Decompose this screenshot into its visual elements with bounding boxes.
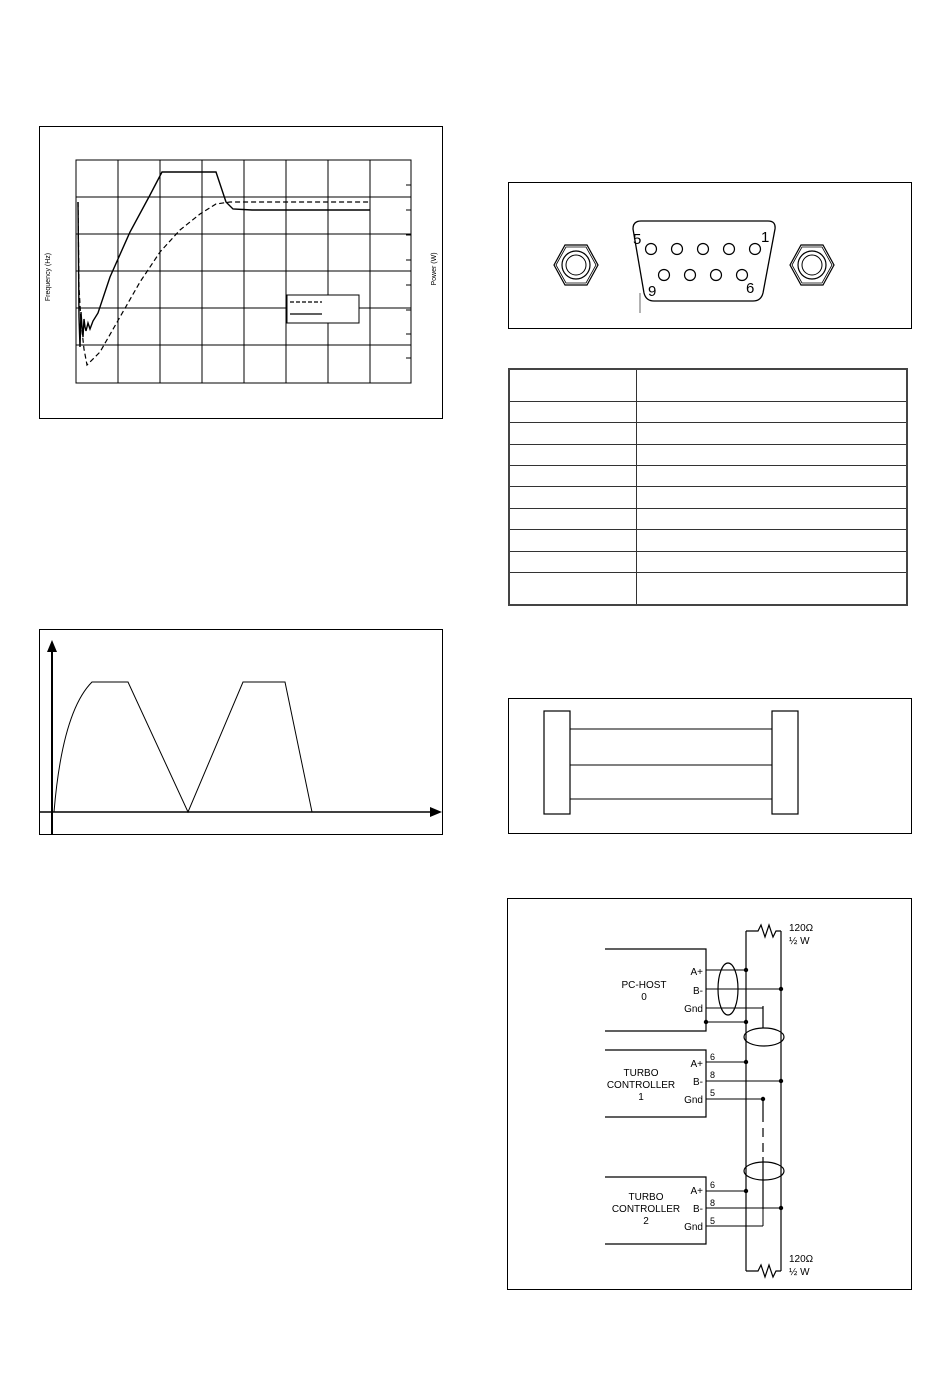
tc2-a-label: A+ <box>690 1186 703 1197</box>
pc-host-gnd-label: Gnd <box>684 1004 703 1015</box>
cable-connector-left <box>544 711 570 814</box>
cable-connector-right <box>772 711 798 814</box>
tc2-pin-gnd: 5 <box>710 1216 716 1226</box>
table-cell <box>509 573 637 605</box>
table-cell <box>509 444 637 465</box>
table-row <box>509 530 907 551</box>
tc1-wires <box>706 1062 781 1099</box>
table-cell <box>637 423 908 444</box>
y-axis-left-label: Frequency (Hz) <box>45 252 52 302</box>
resistor-bottom-value: 120Ω <box>789 1254 814 1265</box>
table-row <box>509 423 907 444</box>
chart-svg <box>40 127 442 418</box>
table-row <box>509 551 907 572</box>
table-cell <box>509 508 637 529</box>
tc1-a-label: A+ <box>690 1059 703 1070</box>
twisted-pair-ring-1 <box>744 1028 784 1046</box>
table-cell <box>509 487 637 508</box>
table-cell <box>509 401 637 422</box>
pc-host-name: PC-HOST <box>621 980 667 991</box>
cable-svg <box>509 699 911 833</box>
table-row <box>509 487 907 508</box>
profile-curve <box>54 682 312 812</box>
tc2-b-label: B- <box>693 1204 703 1215</box>
profile-x-arrow <box>430 807 442 817</box>
resistor-top-watt: ½ W <box>789 936 810 947</box>
frequency-power-chart <box>39 126 443 419</box>
chart-grid <box>76 160 411 383</box>
pin-row-bottom <box>659 270 748 281</box>
pc-host-junctions <box>704 968 783 1024</box>
table-cell <box>637 508 908 529</box>
resistor-bottom-watt: ½ W <box>789 1267 810 1278</box>
tc1-b-label: B- <box>693 1077 703 1088</box>
pin-label-5: 5 <box>633 231 642 248</box>
table-row <box>509 401 907 422</box>
table-row <box>509 466 907 487</box>
table-cell <box>637 530 908 551</box>
pc-host-wires <box>706 970 781 1022</box>
hex-nut-left <box>554 245 598 285</box>
tc2-wires <box>706 1191 781 1226</box>
network-svg <box>508 899 911 1289</box>
table-cell <box>637 401 908 422</box>
rs485-network-diagram <box>507 898 912 1290</box>
cable-diagram <box>508 698 912 834</box>
table-cell <box>509 530 637 551</box>
tc1-gnd-label: Gnd <box>684 1095 703 1106</box>
table-cell <box>637 487 908 508</box>
tc2-gnd-label: Gnd <box>684 1222 703 1233</box>
db9-connector-diagram <box>508 182 912 329</box>
tc1-pin-gnd: 5 <box>710 1088 716 1098</box>
twisted-pair-ring-2 <box>744 1162 784 1180</box>
power-curve <box>78 202 370 365</box>
tc1-name-line1: TURBO <box>623 1068 659 1079</box>
pc-host-b-label: B- <box>693 986 703 997</box>
tc1-pin-b: 8 <box>710 1070 716 1080</box>
tc1-name-line2: CONTROLLER <box>606 1080 676 1091</box>
table-cell <box>509 551 637 572</box>
speed-profile-chart <box>39 629 443 835</box>
resistor-bottom <box>746 1265 781 1277</box>
table-cell <box>509 369 637 401</box>
table-cell <box>637 466 908 487</box>
profile-y-arrow <box>47 640 57 652</box>
profile-svg <box>40 630 442 834</box>
hex-nut-right <box>790 245 834 285</box>
resistor-top-value: 120Ω <box>789 923 814 934</box>
table-cell <box>509 423 637 444</box>
tc2-pin-a: 6 <box>710 1180 716 1190</box>
pc-host-a-label: A+ <box>690 967 703 978</box>
table-cell <box>637 573 908 605</box>
tc1-pin-a: 6 <box>710 1052 716 1062</box>
table-row <box>509 573 907 605</box>
table-cell <box>637 444 908 465</box>
table-cell <box>637 551 908 572</box>
tc2-pin-b: 8 <box>710 1198 716 1208</box>
chart-legend <box>287 295 359 323</box>
pc-host-number: 0 <box>641 992 647 1003</box>
tc2-name-line3: 2 <box>643 1216 649 1227</box>
table-cell <box>509 466 637 487</box>
connector-svg <box>509 183 911 328</box>
table-row <box>509 508 907 529</box>
tc1-name-line3: 1 <box>638 1092 644 1103</box>
resistor-top <box>746 925 781 937</box>
pin-label-9: 9 <box>648 283 657 300</box>
pin-assignment-table <box>508 368 908 606</box>
y-axis-right-label: Power (W) <box>431 252 438 286</box>
pin-label-1: 1 <box>761 229 770 246</box>
tc2-name-line1: TURBO <box>628 1192 664 1203</box>
pin-label-6: 6 <box>746 280 755 297</box>
tc2-name-line2: CONTROLLER <box>611 1204 681 1215</box>
table-row <box>509 369 907 401</box>
pin-row-top <box>646 244 761 255</box>
table-cell <box>637 369 908 401</box>
table-row <box>509 444 907 465</box>
